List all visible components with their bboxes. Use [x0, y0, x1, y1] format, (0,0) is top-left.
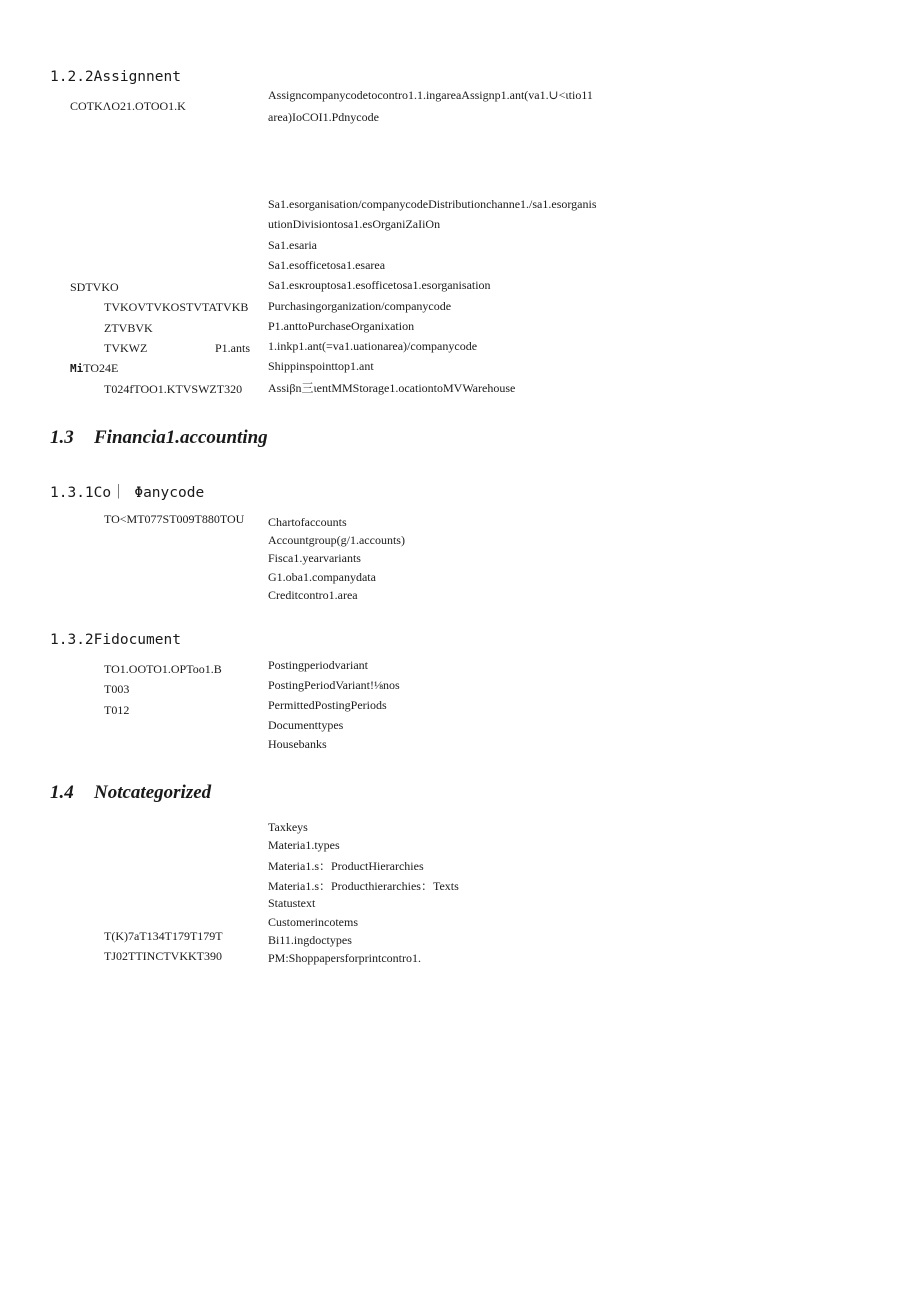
table-code-t024: T024fTOO1.KTVSWZT320 [104, 382, 243, 396]
assignment-line: Assigncompanycodetocontro1.1.ingareaAssignp1.ant(va1.∪<ιtio11 [268, 88, 593, 102]
assignment-line: 1.inkp1.ant(=va1.uationarea)/companycode [268, 339, 478, 353]
fi-document-item: Housebanks [268, 737, 327, 751]
table-codes-assign-company: COTKΛO21.OTOO1.K [70, 99, 186, 113]
table-code-sdtvko: SDTVKO [70, 280, 119, 294]
section-heading-1-3-1: 1.3.1Co｜ Φanycode [50, 485, 205, 501]
company-code-item: Chartofaccounts [268, 515, 347, 529]
table-codes-company-code: TO<MT077ST009T880TOU [104, 512, 245, 526]
uncategorized-item: Materia1.types [268, 838, 340, 852]
uncategorized-item: Customerincotems [268, 915, 358, 929]
assignment-line: Sa1.esofficetosa1.esarea [268, 258, 386, 272]
table-code-fidoc: TO1.OOTO1.OPToo1.B [104, 662, 222, 676]
uncategorized-item: Statustext [268, 896, 316, 910]
assignment-line: Sa1.esκrouptosa1.esofficetosa1.esorganisation [268, 278, 491, 292]
uncategorized-item: PM:Shoppapersforprintcontro1. [268, 951, 421, 965]
company-code-item: Accountgroup(g/1.accounts) [268, 533, 405, 547]
assignment-line: area)IoCOI1.Pdnycode [268, 110, 379, 124]
fi-document-item: Postingperiodvariant [268, 658, 368, 672]
section-heading-1-3: 1.3 Financia1.accounting [50, 427, 268, 448]
table-code-tvkwz: TVKWZ [104, 341, 148, 355]
section-heading-1-3-2: 1.3.2Fidocument [50, 632, 181, 648]
fi-document-item: PostingPeriodVariant!⅛nos [268, 678, 400, 692]
company-code-item: Fisca1.yearvariants [268, 551, 361, 565]
assignment-line: utionDivisiontosa1.esOrganiZaIiOn [268, 217, 441, 231]
uncategorized-item: Materia1.s：Producthierarchies：Texts [268, 879, 459, 893]
assignment-line: P1.anttoPurchaseOrganixation [268, 319, 415, 333]
assignment-line: Sa1.esorganisation/companycodeDistributionchanne1./sa1.esorganis [268, 197, 597, 211]
table-code-tvko: TVKOVTVKOSTVTATVKB [104, 300, 249, 314]
section-heading-1-2-2: 1.2.2Assignnent [50, 69, 181, 85]
company-code-item: Creditcontro1.area [268, 588, 358, 602]
table-code-fidoc: T012 [104, 703, 130, 717]
table-code-fidoc: T003 [104, 682, 130, 696]
fi-document-item: Documenttypes [268, 718, 344, 732]
uncategorized-item: Materia1.s：ProductHierarchies [268, 859, 424, 873]
table-codes-uncategorized: T(K)7aT134T179T179T [104, 929, 223, 943]
table-codes-uncategorized: TJ02TTINCTVKKT390 [104, 949, 222, 963]
assignment-line: Shippinspointtop1.ant [268, 359, 374, 373]
section-heading-1-4: 1.4 Notcategorized [50, 782, 212, 803]
table-code-ztvbvk: ZTVBVK [104, 321, 153, 335]
assignment-line: Purchasingorganization/companycode [268, 299, 452, 313]
fi-document-item: PermittedPostingPeriods [268, 698, 387, 712]
assignment-line: Assiβn三ιentMMStorage1.ocationtoMVWarehouse [268, 381, 516, 395]
uncategorized-item: Bi11.ingdoctypes [268, 933, 352, 947]
plants-label: P1.ants [215, 341, 251, 355]
table-code-mito24e: MiTO24E [70, 361, 119, 375]
company-code-item: G1.oba1.companydata [268, 570, 376, 584]
uncategorized-item: Taxkeys [268, 820, 308, 834]
assignment-line: Sa1.esaria [268, 238, 317, 252]
